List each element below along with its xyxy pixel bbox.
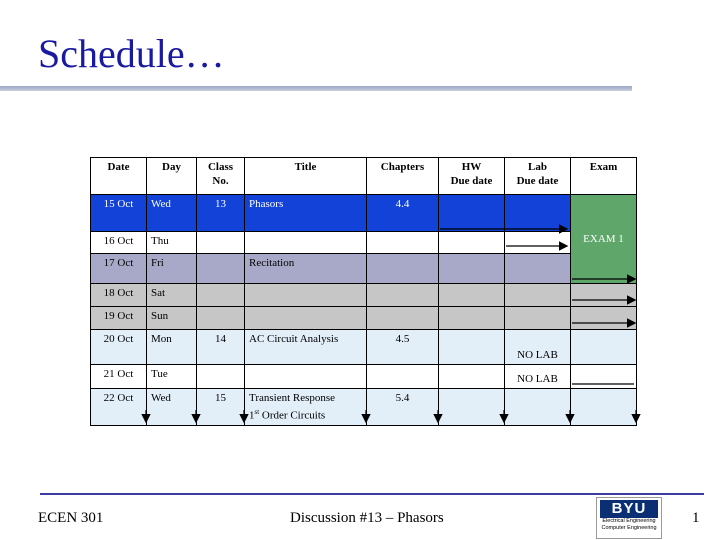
cell-chapters (367, 254, 439, 284)
cell-day: Thu (147, 232, 197, 254)
cell-title: Transient Response 1st Order Circuits (245, 389, 367, 426)
cell-chapters (367, 232, 439, 254)
table-row (91, 307, 637, 330)
byu-logo-word: BYU (600, 500, 658, 518)
cell-exam (571, 307, 637, 330)
table-row (91, 365, 637, 389)
cell-hw (439, 195, 505, 232)
logo-line-2: Computer Engineering (601, 525, 657, 531)
footer-divider (40, 493, 704, 495)
cell-hw (439, 389, 505, 426)
cell-title (245, 365, 367, 389)
cell-day: Fri (147, 254, 197, 284)
col-header-class-no: Class No. (197, 158, 245, 195)
col-header-chapters: Chapters (367, 158, 439, 195)
cell-exam (571, 365, 637, 389)
cell-title (245, 284, 367, 307)
cell-class-no: 15 (197, 389, 245, 426)
cell-chapters: 5.4 (367, 389, 439, 426)
cell-class-no (197, 254, 245, 284)
cell-hw (439, 330, 505, 365)
cell-chapters: 4.5 (367, 330, 439, 365)
col-header-day: Day (147, 158, 197, 195)
table-row (91, 254, 637, 284)
cell-day: Sat (147, 284, 197, 307)
cell-day: Wed (147, 389, 197, 426)
cell-class-no: 14 (197, 330, 245, 365)
byu-logo (596, 497, 662, 539)
cell-day: Sun (147, 307, 197, 330)
exam-cell: EXAM 1 (571, 195, 637, 284)
cell-title: AC Circuit Analysis (245, 330, 367, 365)
cell-class-no (197, 284, 245, 307)
cell-lab (505, 284, 571, 307)
cell-title (245, 307, 367, 330)
cell-date: 22 Oct (91, 389, 147, 426)
cell-day: Mon (147, 330, 197, 365)
schedule-table (90, 157, 637, 426)
table-row (91, 232, 637, 254)
cell-lab (505, 389, 571, 426)
cell-hw (439, 232, 505, 254)
slide-title: Schedule… (38, 31, 225, 76)
col-header-lab: Lab Due date (505, 158, 571, 195)
logo-line-1: Electrical Engineering (602, 518, 656, 524)
cell-lab (505, 195, 571, 232)
cell-class-no (197, 232, 245, 254)
col-header-title: Title (245, 158, 367, 195)
cell-date: 16 Oct (91, 232, 147, 254)
cell-exam (571, 389, 637, 426)
cell-date: 19 Oct (91, 307, 147, 330)
title-divider (0, 86, 632, 91)
cell-exam (571, 330, 637, 365)
cell-chapters (367, 365, 439, 389)
cell-exam (571, 284, 637, 307)
col-header-hw: HW Due date (439, 158, 505, 195)
cell-lab-no-lab: NO LAB (505, 330, 571, 365)
footer-course: ECEN 301 (38, 510, 104, 526)
page-number: 1 (692, 510, 700, 526)
table-row (91, 330, 637, 365)
cell-date: 20 Oct (91, 330, 147, 365)
cell-lab (505, 307, 571, 330)
cell-hw (439, 284, 505, 307)
cell-title: Phasors (245, 195, 367, 232)
cell-lab-no-lab: NO LAB (505, 365, 571, 389)
cell-class-no: 13 (197, 195, 245, 232)
cell-hw (439, 254, 505, 284)
cell-lab (505, 232, 571, 254)
table-row (91, 195, 637, 232)
table-header-row (91, 158, 637, 195)
col-header-exam: Exam (571, 158, 637, 195)
cell-class-no (197, 307, 245, 330)
cell-day: Wed (147, 195, 197, 232)
cell-chapters (367, 284, 439, 307)
cell-day: Tue (147, 365, 197, 389)
footer-lecture-title: Discussion #13 – Phasors (290, 510, 444, 526)
cell-class-no (197, 365, 245, 389)
cell-hw (439, 365, 505, 389)
cell-chapters (367, 307, 439, 330)
cell-date: 15 Oct (91, 195, 147, 232)
cell-title: Recitation (245, 254, 367, 284)
cell-date: 21 Oct (91, 365, 147, 389)
cell-date: 18 Oct (91, 284, 147, 307)
cell-hw (439, 307, 505, 330)
cell-chapters: 4.4 (367, 195, 439, 232)
table-row (91, 389, 637, 426)
cell-date: 17 Oct (91, 254, 147, 284)
cell-title (245, 232, 367, 254)
col-header-date: Date (91, 158, 147, 195)
cell-lab (505, 254, 571, 284)
table-row (91, 284, 637, 307)
